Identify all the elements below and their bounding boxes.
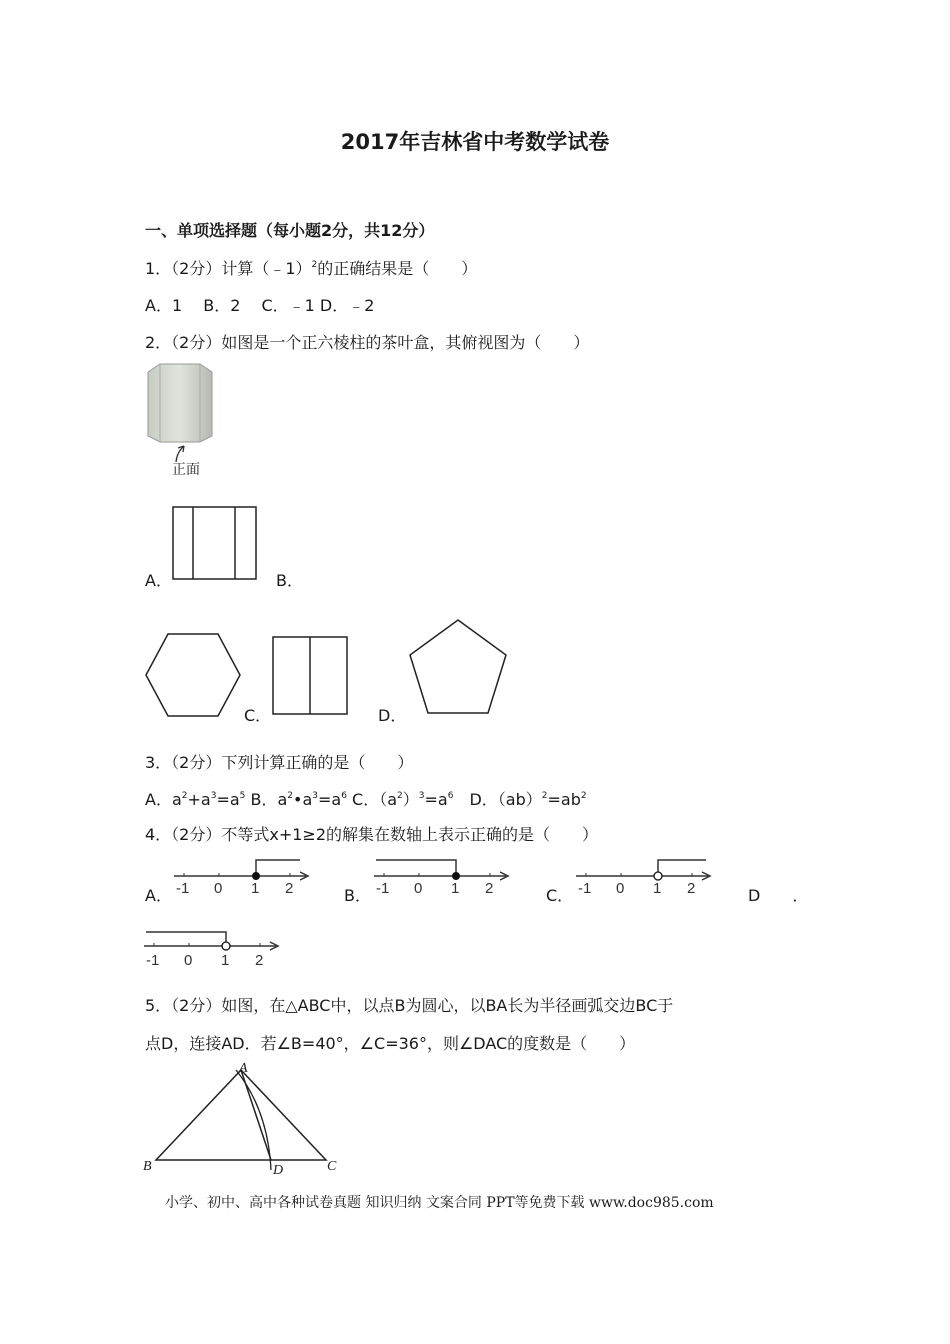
q4-option-a-numberline	[170, 858, 312, 898]
box-body	[148, 364, 212, 442]
question-1-options: A．1 B．2 C．﹣1 D．﹣2	[145, 296, 375, 315]
question-5-line1: 5．（2分）如图，在△ABC中，以点B为圆心，以BA长为半径画弧交边BC于	[145, 996, 674, 1015]
q1-stem-part: 的正确结果是（ ）	[317, 259, 478, 278]
q2-option-a-figure	[172, 506, 258, 582]
q4-option-a: A．	[145, 886, 172, 905]
q3-exp: 2	[397, 791, 403, 801]
page-footer: 小学、初中、高中各种试卷真题 知识归纳 文案合同 PPT等免费下载 www.doc985.com	[165, 1195, 714, 1211]
tick-label: 1	[251, 880, 260, 897]
question-1-stem	[145, 256, 477, 279]
tick-label: 2	[285, 880, 294, 897]
tick-label: 0	[616, 880, 625, 897]
q3-text: ）	[402, 790, 419, 809]
q3-text: A．a	[145, 790, 182, 809]
page-title: 2017年吉林省中考数学试卷	[340, 130, 610, 154]
front-label: 正面	[172, 461, 200, 477]
q3-exp: 2	[287, 791, 294, 801]
question-5-line2: 点D，连接AD．若∠B=40°，∠C=36°，则∠DAC的度数是（ ）	[145, 1034, 636, 1053]
q2-option-c: C．	[244, 706, 272, 725]
tick-label: -1	[376, 880, 390, 897]
tick-label: 2	[687, 880, 696, 897]
tick-label: -1	[146, 952, 160, 969]
question-4-stem: 4．（2分）不等式x+1≥2的解集在数轴上表示正确的是（ ）	[145, 825, 599, 844]
q4-option-d: D ．	[748, 886, 817, 905]
q3-exp: 6	[341, 791, 347, 801]
q1-exponent: 2	[311, 260, 318, 270]
q2-option-d-pentagon	[406, 618, 510, 718]
tea-box-figure	[140, 362, 220, 482]
q3-exp: 3	[312, 791, 318, 801]
q2-option-a: A．	[145, 571, 172, 590]
q4-option-c-numberline	[572, 858, 714, 898]
q3-exp: 6	[447, 791, 454, 801]
tick-label: 1	[221, 952, 230, 969]
front-arrow	[176, 446, 184, 462]
triangle-figure	[140, 1060, 345, 1180]
question-3-options	[145, 787, 587, 810]
q3-text: C．（a	[346, 790, 398, 809]
q3-text: B．a	[245, 790, 288, 809]
q3-exp: 2	[541, 791, 548, 801]
q3-exp: 3	[210, 791, 217, 801]
tick-label: 0	[214, 880, 223, 897]
question-2-stem: 2．（2分）如图是一个正六棱柱的茶叶盒，其俯视图为（ ）	[145, 333, 590, 352]
tick-label: -1	[578, 880, 592, 897]
section-heading: 一、单项选择题（每小题2分，共12分）	[145, 221, 435, 240]
q4-option-d-numberline	[142, 928, 284, 970]
q3-text: •a	[293, 790, 313, 809]
tick-label: 0	[414, 880, 423, 897]
q3-text: =a	[318, 790, 342, 809]
q3-text: =ab	[547, 790, 581, 809]
tick-label: -1	[176, 880, 190, 897]
tick-label: 1	[451, 880, 460, 897]
q3-text: +a	[187, 790, 211, 809]
q2-option-d: D．	[378, 706, 407, 725]
q3-text: D．（ab）	[453, 790, 542, 809]
tick-label: 0	[184, 952, 193, 969]
q3-exp: 3	[418, 791, 425, 801]
label-A: A	[239, 1061, 248, 1076]
tick-label: 1	[653, 880, 662, 897]
q2-option-b: B．	[276, 571, 303, 590]
q3-text: =a	[424, 790, 448, 809]
question-3-stem: 3．（2分）下列计算正确的是（ ）	[145, 753, 414, 772]
label-C: C	[327, 1159, 337, 1174]
q3-exp: 5	[239, 791, 246, 801]
tick-label: 2	[485, 880, 494, 897]
q3-exp: 2	[580, 791, 587, 801]
q4-option-c: C．	[546, 886, 574, 905]
label-B: B	[143, 1159, 152, 1174]
q2-option-c-figure	[272, 636, 350, 716]
q3-exp: 2	[181, 791, 188, 801]
q1-stem-part: 1．（2分）计算（﹣1）	[145, 259, 312, 278]
q4-option-b-numberline	[370, 858, 512, 898]
label-D: D	[273, 1163, 284, 1178]
q2-option-b-hexagon	[144, 632, 244, 720]
tick-label: 2	[255, 952, 264, 969]
q4-option-b: B．	[344, 886, 371, 905]
q3-text: =a	[216, 790, 240, 809]
